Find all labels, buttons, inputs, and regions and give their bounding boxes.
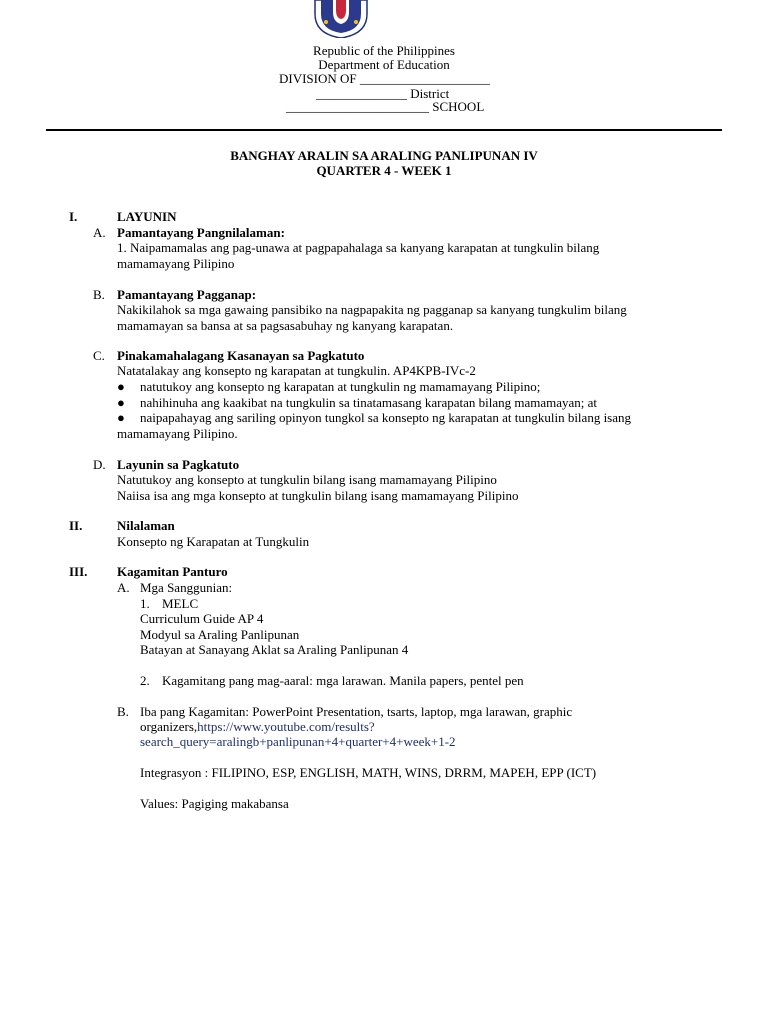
header-division: DIVISION OF ____________________ — [279, 71, 490, 86]
ref-2-text: Kagamitang pang mag-aaral: mga larawan. Manila papers, pentel pen — [162, 673, 524, 688]
ref-2-number: 2. — [140, 673, 150, 688]
sub-b-letter: B. — [93, 287, 105, 302]
header-department: Department of Education — [318, 57, 450, 72]
sub-a-line-2: mamamayang Pilipino — [117, 256, 235, 271]
doc-title: BANGHAY ARALIN SA ARALING PANLIPUNAN IV — [230, 148, 538, 163]
sub-a-letter: A. — [93, 225, 106, 240]
sub-c-letter: C. — [93, 348, 105, 363]
sub-c-bullet-3: naipapahayag ang sariling opinyon tungkol sa konsepto ng karapatan at tungkulin bilang isang — [140, 410, 632, 425]
header-divider — [46, 129, 722, 131]
sub-d-letter: D. — [93, 457, 106, 472]
sub-d-line-2: Naiisa isa ang mga konsepto at tungkulin bilang isang mamamayang Pilipino — [117, 488, 519, 503]
values-line: Values: Pagiging makabansa — [140, 796, 289, 811]
sub-c-bullet-2: nahihinuha ang kaakibat na tungkulin sa tinatamasang karapatan bilang mamamayan; at — [140, 395, 598, 410]
sub-b-heading: Pamantayang Pagganap: — [117, 287, 257, 302]
sub-b-line-1: Nakikilahok sa mga gawaing pansibiko na nagpapakita ng pagganap sa kanyang tungkulim bilang — [117, 302, 627, 317]
doc-subtitle: QUARTER 4 - WEEK 1 — [316, 163, 452, 178]
sub-a-line-1: 1. Naipamamalas ang pag-unawa at pagpapahalaga sa kanyang karapatan at tungkulin bilang — [117, 240, 600, 255]
header-district: ______________ District — [316, 86, 450, 101]
sub-d-heading: Layunin sa Pagkatuto — [117, 457, 240, 472]
sub-c-bullet-1: natutukoy ang konsepto ng karapatan at tungkulin ng mamamayang Pilipino; — [140, 379, 541, 394]
section-1-number: I. — [69, 209, 78, 224]
sub-3a-heading: Mga Sanggunian: — [140, 580, 233, 595]
sub-3b-line-1: Iba pang Kagamitan: PowerPoint Presentation, tsarts, laptop, mga larawan, graphic — [140, 704, 573, 719]
section-3-number: III. — [69, 564, 88, 579]
ref-curriculum-guide: Curriculum Guide AP 4 — [140, 611, 264, 626]
sub-c-line-2: mamamayang Pilipino. — [117, 426, 238, 441]
sub-d-line-1: Natutukoy ang konsepto at tungkulin bilang isang mamamayang Pilipino — [117, 472, 497, 487]
sub-3a-letter: A. — [117, 580, 130, 595]
integrasyon-line: Integrasyon : FILIPINO, ESP, ENGLISH, MATH, WINS, DRRM, MAPEH, EPP (ICT) — [140, 765, 597, 780]
section-3-title: Kagamitan Panturo — [117, 564, 228, 579]
section-1-title: LAYUNIN — [117, 209, 177, 224]
sub-b-line-2: mamamayan sa bansa at sa pagsasabuhay ng kanyang karapatan. — [117, 318, 454, 333]
bullet-icon: ● — [117, 410, 125, 425]
sub-a-heading: Pamantayang Pangnilalaman: — [117, 225, 285, 240]
sub-3b-letter: B. — [117, 704, 129, 719]
sub-c-heading: Pinakamahalagang Kasanayan sa Pagkatuto — [117, 348, 365, 363]
bullet-icon: ● — [117, 379, 125, 394]
sub-3b-line-2 — [140, 719, 375, 735]
deped-seal-logo — [311, 0, 371, 38]
ref-batayan: Batayan at Sanayang Aklat sa Araling Panlipunan 4 — [140, 642, 409, 657]
header-republic: Republic of the Philippines — [313, 43, 455, 58]
ref-1-text: MELC — [162, 596, 199, 611]
ref-1-number: 1. — [140, 596, 150, 611]
youtube-link[interactable]: https://www.youtube.com/results? — [197, 719, 375, 734]
section-2-number: II. — [69, 518, 83, 533]
ref-modyul: Modyul sa Araling Panlipunan — [140, 627, 300, 642]
youtube-link-continued[interactable]: search_query=aralingb+panlipunan+4+quarter+4+week+1-2 — [140, 734, 456, 749]
section-2-title: Nilalaman — [117, 518, 175, 533]
sub-3b-organizers: organizers, — [140, 719, 198, 734]
header-school: ______________________ SCHOOL — [286, 99, 485, 114]
sub-c-line-1: Natatalakay ang konsepto ng karapatan at tungkulin. AP4KPB-IVc-2 — [117, 363, 476, 378]
bullet-icon: ● — [117, 395, 125, 410]
section-2-line-1: Konsepto ng Karapatan at Tungkulin — [117, 534, 310, 549]
